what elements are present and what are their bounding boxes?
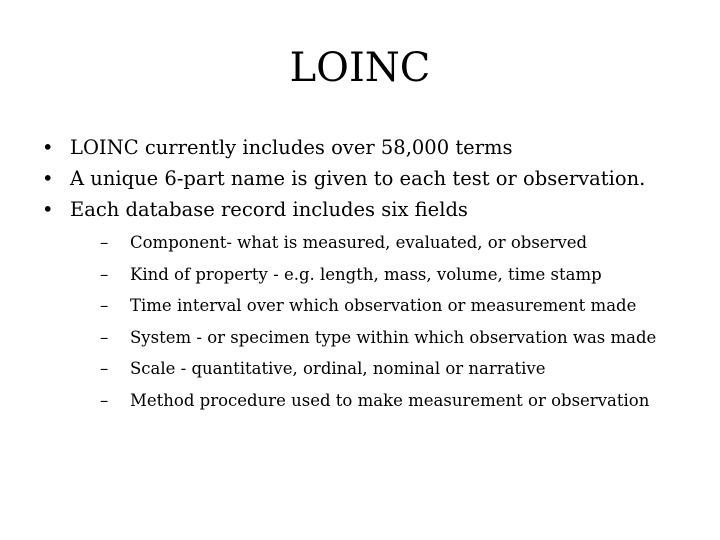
bullet-item — [42, 132, 702, 163]
sub-marker: – — [100, 359, 109, 378]
field-item — [70, 385, 702, 417]
field-text: Method procedure used to make measurement or observation — [130, 390, 650, 410]
bullet-text: Each database record includes six fields — [70, 198, 468, 221]
field-item — [70, 353, 702, 385]
bullet-marker: • — [42, 136, 54, 159]
sub-marker: – — [100, 233, 109, 252]
field-item — [70, 290, 702, 322]
bullet-list — [42, 132, 702, 416]
field-list — [70, 227, 702, 416]
bullet-text: LOINC currently includes over 58,000 terms — [70, 136, 513, 159]
bullet-item — [42, 163, 702, 194]
bullet-item — [42, 194, 702, 416]
field-text: Scale - quantitative, ordinal, nominal or narrative — [130, 359, 546, 378]
field-text: Time interval over which observation or measurement made — [130, 296, 637, 315]
bullet-marker: • — [42, 167, 54, 190]
bullet-marker: • — [42, 198, 54, 221]
slide-title: LOINC — [289, 45, 431, 91]
sub-marker: – — [100, 390, 109, 410]
sub-marker: – — [100, 327, 109, 347]
bullet-text: A unique 6-part name is given to each test or observation. — [70, 167, 646, 190]
field-item — [70, 227, 702, 259]
sub-marker: – — [100, 296, 109, 315]
field-item — [70, 259, 702, 291]
field-text: Component- what is measured, evaluated, or observed — [130, 233, 588, 252]
field-text: System - or specimen type within which observation was made — [130, 327, 657, 347]
field-item — [70, 322, 702, 354]
field-text: Kind of property - e.g. length, mass, volume, time stamp — [130, 264, 602, 284]
sub-marker: – — [100, 264, 109, 284]
